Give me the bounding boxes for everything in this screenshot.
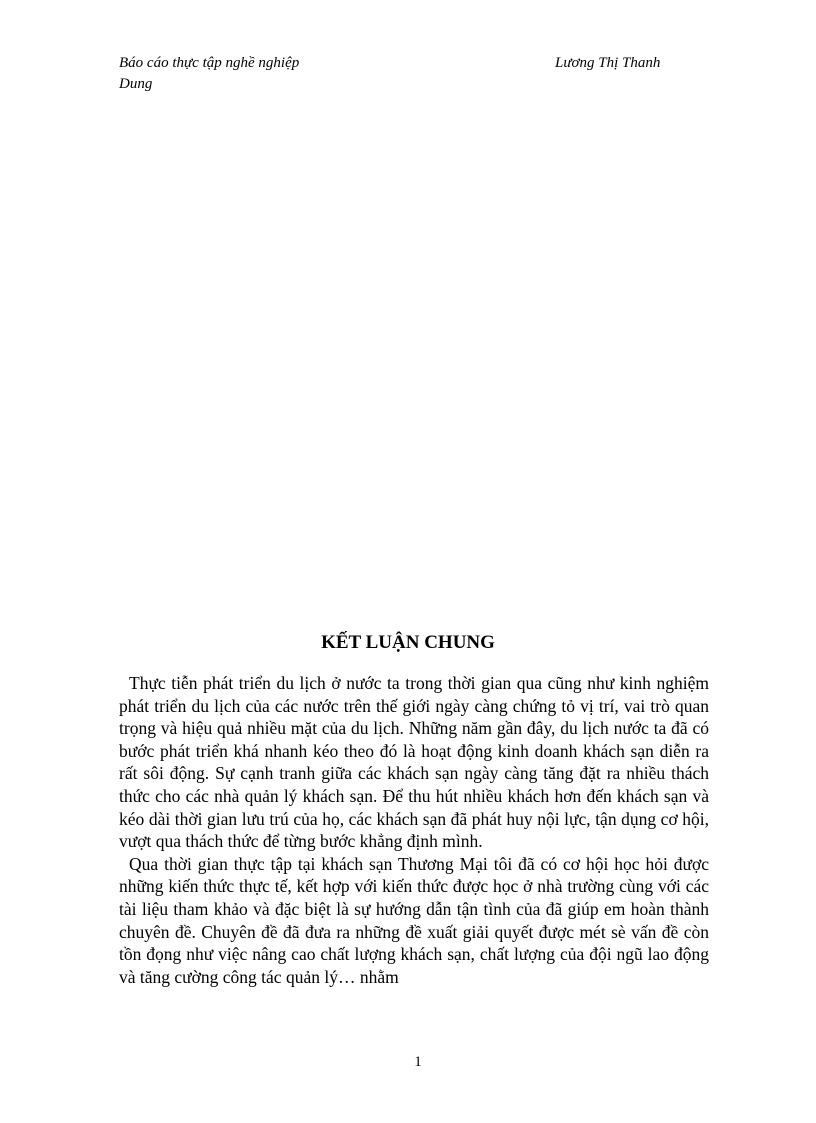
page-number: 1 [414, 1054, 422, 1070]
header-right: Lương Thị Thanh [555, 55, 661, 71]
page-title: KẾT LUẬN CHUNG [321, 632, 495, 653]
paragraph: Qua thời gian thực tập tại khách sạn Thương Mại tôi đã có cơ hội học hỏi được những kiến thức thực tế, kết hợp với kiến thức được học ở nhà trường cùng với các tài liệu tham khảo và đặc biệt là sự hướng dẫn tận tình của đã giúp em hoàn thành chuyên đề. Chuyên đề đã đưa ra những đề xuất giải quyết được mét sè vấn đề còn tồn đọng như việc nâng cao chất lượng khách sạn, chất lượng của đội ngũ lao động và tăng cường công tác quản lý… nhằm [119, 853, 709, 987]
header-continuation: Dung [119, 76, 153, 92]
header-left: Báo cáo thực tập nghề nghiệp [119, 55, 300, 71]
paragraph: Thực tiễn phát triển du lịch ở nước ta trong thời gian qua cũng như kinh nghiệm phát triển du lịch của các nước trên thế giới ngày càng chứng tỏ vị trí, vai trò quan trọng và hiệu quả nhiều mặt của du lịch. Những năm gần đây, du lịch nước ta đã có bước phát triển khá nhanh kéo theo đó là hoạt động kinh doanh khách sạn diễn ra rất sôi động. Sự cạnh tranh giữa các khách sạn ngày càng tăng đặt ra nhiều thách thức cho các nhà quản lý khách sạn. Để thu hút nhiều khách hơn đến khách sạn và kéo dài thời gian lưu trú của họ, các khách sạn đã phát huy nội lực, tận dụng cơ hội, vượt qua thách thức để từng bước khẳng định mình. [119, 673, 709, 852]
body-text [119, 672, 709, 988]
